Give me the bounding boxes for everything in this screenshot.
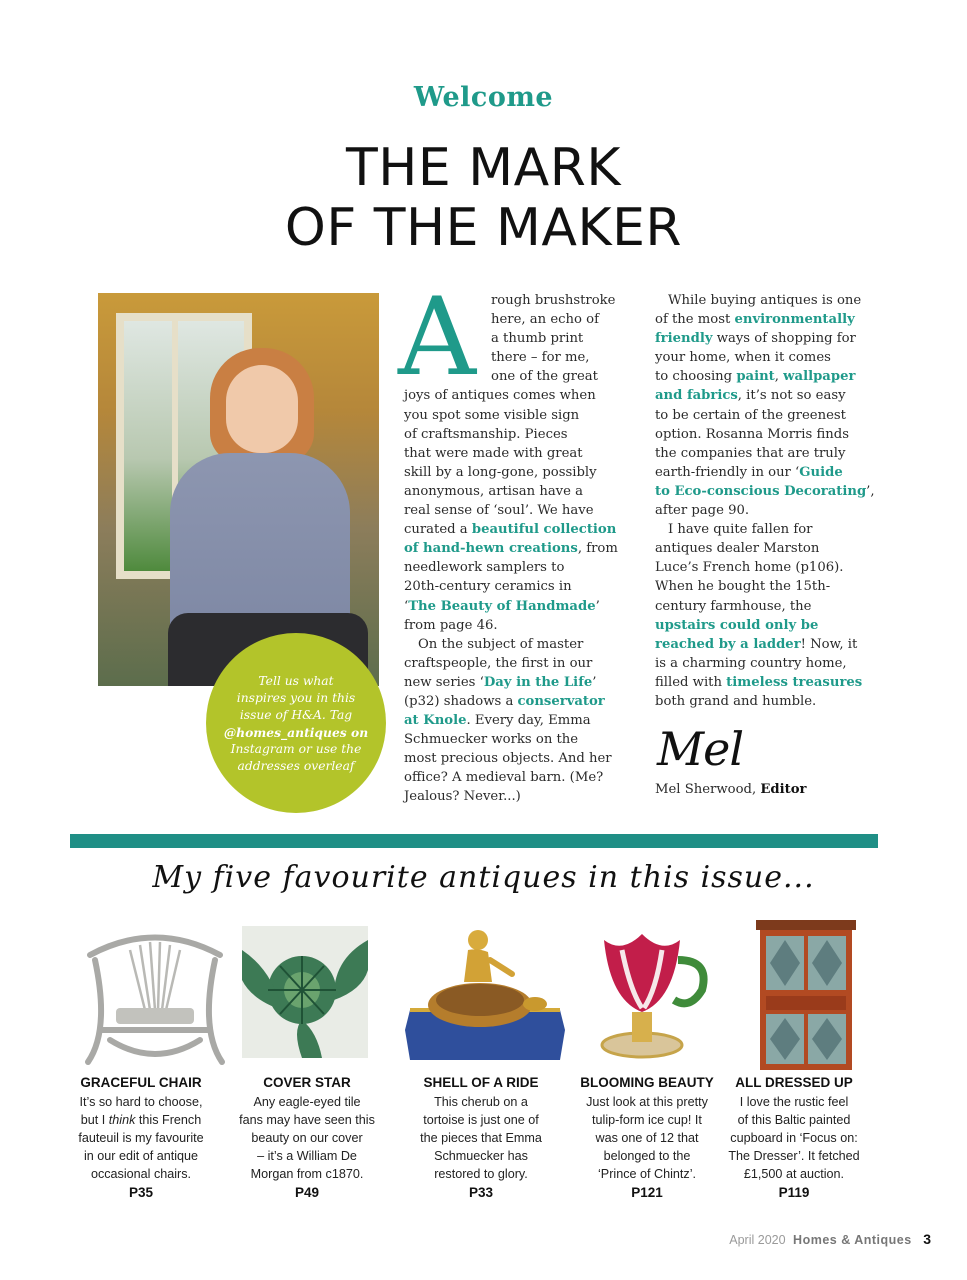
body-line [655,367,885,386]
item-image-chair [70,920,240,1074]
caption-text: The Dresser’. It fetched [728,1148,860,1163]
highlight-text: reached by a ladder [655,636,801,652]
caption-text: fans may have seen this [239,1112,375,1127]
caption-text: but I [80,1112,109,1127]
bubble-line: inspires you in this [236,691,356,705]
item-title: GRACEFUL CHAIR [80,1075,202,1090]
caption-text: restored to glory. [434,1166,528,1181]
caption-text: Any eagle-eyed tile [253,1095,361,1109]
body-line [655,291,885,310]
body-line [655,329,885,348]
body-text: , from [577,541,618,557]
emphasis-text: think [108,1112,136,1127]
bubble-handle: @homes_antiques on [223,725,369,740]
caption-line [56,1094,226,1112]
caption-line [562,1148,732,1166]
body-line [378,558,628,577]
social-callout-bubble [206,633,386,813]
headline-line: OF THE MAKER [284,198,683,258]
body-text: joys of antiques comes when [404,388,596,404]
caption-line [56,1148,226,1166]
caption-text: ‘Prince of Chintz’. [598,1166,696,1181]
body-line [655,310,885,329]
body-text: to be certain of the greenest [655,407,846,423]
caption-line [396,1112,566,1130]
body-text: 20th-century ceramics in [404,579,572,595]
item-image-cherub-tortoise [400,920,570,1074]
body-line [655,406,885,425]
body-text: to choosing [655,369,737,385]
caption-text: £1,500 at auction. [743,1166,845,1181]
body-line [378,386,628,405]
caption-line [222,1130,392,1148]
body-text: option. Rosanna Morris finds [655,426,849,442]
caption-text: This cherub on a [434,1095,528,1109]
caption-line [396,1130,566,1148]
editor-role: Editor [760,782,807,797]
highlight-text: friendly [655,331,713,347]
editor-signature: Mel [657,722,744,776]
body-text: here, an echo of [491,312,599,328]
caption-text: the pieces that Emma [420,1130,542,1145]
body-text: ’ [592,674,597,690]
caption-line [222,1166,392,1184]
body-line [378,425,628,444]
body-text: from page 46. [404,617,498,633]
body-text: real sense of ‘soul’. We have [404,503,594,519]
body-text: filled with [655,674,727,690]
body-text: of the most [655,312,735,328]
item-caption [56,1094,226,1201]
caption-text: this French [135,1112,202,1127]
body-line [655,635,885,654]
item-caption [222,1094,392,1201]
section-kicker: Welcome [413,82,554,113]
body-line [378,730,628,749]
caption-line [709,1166,879,1184]
caption-text: in our edit of antique [83,1148,199,1163]
body-text: When he bought the 15th- [655,579,831,595]
caption-text: Schmuecker has [434,1148,528,1163]
body-line [378,367,628,386]
body-text: the companies that are truly [655,445,846,461]
body-line [378,616,628,635]
caption-text: I love the rustic feel [739,1095,849,1109]
item-caption [709,1094,879,1201]
headline [0,138,967,258]
page-number: 3 [923,1231,931,1247]
body-line [378,501,628,520]
caption-text: cupboard in ‘Focus on: [730,1130,858,1145]
page-footer [729,1231,931,1247]
page-reference: P33 [468,1184,494,1200]
caption-line [222,1094,392,1112]
body-line [655,597,885,616]
caption-text: Just look at this pretty [586,1095,708,1109]
highlight-text: beautiful collection [471,522,617,538]
body-text: there – for me, [491,350,590,366]
body-text: office? A medieval barn. (Me? [404,770,604,786]
body-text: ’, [866,483,875,499]
caption-line [562,1166,732,1184]
headline-line: THE MARK [346,138,621,198]
drop-cap: A [398,275,476,400]
body-line [378,310,628,329]
caption-text: Morgan from c1870. [250,1166,364,1181]
highlight-text: and fabrics [655,388,738,404]
body-line [378,711,628,730]
caption-text: fauteuil is my favourite [78,1130,204,1145]
editor-name: Mel Sherwood, [655,782,757,797]
body-text: a thumb print [491,331,584,347]
favourites-heading: My five favourite antiques in this issue... [152,860,815,895]
body-line [378,749,628,768]
body-line [655,425,885,444]
caption-text: tortoise is just one of [423,1112,539,1127]
highlight-text: The Beauty of Handmade [408,598,596,614]
caption-line [396,1166,566,1184]
body-text: after page 90. [655,503,750,519]
body-text: both grand and humble. [655,693,817,709]
magazine-name: Homes & Antiques [793,1233,912,1247]
bubble-line: issue of H&A. Tag [239,708,353,722]
item-image-tulip-cup [570,920,740,1074]
body-line [655,558,885,577]
body-text: earth-friendly in our ‘ [655,464,800,480]
caption-line [56,1112,226,1130]
caption-line [222,1148,392,1166]
caption-line [396,1094,566,1112]
body-text: , [774,369,784,385]
highlight-text: Day in the Life [483,674,593,690]
caption-line [396,1148,566,1166]
body-line [655,616,885,635]
bubble-line: Tell us what [258,674,334,688]
caption-line [562,1094,732,1112]
body-line [378,673,628,692]
body-text: curated a [404,522,472,538]
body-text: ! Now, it [800,636,858,652]
caption-text: was one of 12 that [595,1130,699,1145]
caption-line [562,1112,732,1130]
bubble-line: Instagram or use the [230,742,362,756]
body-line [378,597,628,616]
body-line [655,501,885,520]
body-text: your home, when it comes [655,350,831,366]
caption-line [709,1112,879,1130]
section-divider-bar [70,834,878,848]
body-text: century farmhouse, the [655,598,812,614]
body-text: craftspeople, the first in our [404,655,593,671]
body-line [655,386,885,405]
editor-photo [98,293,379,686]
caption-text: occasional chairs. [90,1166,192,1181]
body-line [378,539,628,558]
item-caption [562,1094,732,1201]
caption-text: tulip-form ice cup! It [592,1112,702,1127]
editor-signoff [655,782,806,797]
caption-text: belonged to the [603,1148,691,1163]
body-text: On the subject of master [418,636,584,652]
highlight-text: timeless treasures [726,674,863,690]
issue-date: April 2020 [729,1233,786,1247]
highlight-text: upstairs could only be [655,617,819,633]
body-line [378,291,628,310]
body-line [378,577,628,596]
body-text: most precious objects. And her [404,751,612,767]
body-text: Schmuecker works on the [404,732,579,748]
page-reference: P121 [631,1184,663,1200]
caption-line [222,1112,392,1130]
body-line [378,329,628,348]
item-title: COVER STAR [263,1075,351,1090]
body-line [655,444,885,463]
body-text: I have quite fallen for [668,522,813,538]
item-caption [396,1094,566,1201]
item-title: SHELL OF A RIDE [423,1075,539,1090]
highlight-text: to Eco-conscious Decorating [655,483,867,499]
caption-text: It’s so hard to choose, [79,1095,203,1109]
caption-line [709,1130,879,1148]
caption-text: of this Baltic painted [737,1112,851,1127]
body-line [655,673,885,692]
body-text: of craftsmanship. Pieces [404,426,568,442]
body-text: Jealous? Never...) [404,789,521,805]
highlight-text: environmentally [734,312,855,328]
body-line [378,348,628,367]
body-text: ‘ [404,598,409,614]
page-reference: P119 [778,1184,810,1200]
body-line [655,577,885,596]
body-line [378,635,628,654]
body-line [378,520,628,539]
body-line [378,654,628,673]
body-line [655,654,885,673]
body-text: new series ‘ [404,674,484,690]
body-line [378,444,628,463]
body-column-1 [378,275,628,807]
caption-text: beauty on our cover [251,1130,363,1145]
body-text: . Every day, Emma [466,713,591,729]
caption-line [56,1166,226,1184]
body-line [378,787,628,806]
body-text: , it’s not so easy [737,388,846,404]
body-text: ’ [595,598,600,614]
body-text: skill by a long-gone, possibly [404,464,597,480]
item-image-cupboard [740,920,910,1074]
body-line [655,520,885,539]
body-text: Luce’s French home (p106). [655,560,844,576]
caption-text: – it’s a William De [257,1148,357,1163]
body-text: ways of shopping for [712,331,856,347]
caption-line [562,1130,732,1148]
caption-line [56,1130,226,1148]
caption-line [709,1148,879,1166]
body-line [378,482,628,501]
highlight-text: at Knole [404,713,467,729]
body-text: antiques dealer Marston [655,541,820,557]
page-reference: P49 [294,1184,320,1200]
body-line [655,482,885,501]
body-line [378,692,628,711]
photo-face [226,365,298,453]
body-text: (p32) shadows a [404,693,518,709]
body-line [378,463,628,482]
highlight-text: conservator [517,693,605,709]
highlight-text: of hand-hewn creations [404,541,578,557]
body-text: one of the great [491,369,598,385]
item-title: BLOOMING BEAUTY [580,1075,714,1090]
body-line [378,768,628,787]
item-title: ALL DRESSED UP [735,1075,853,1090]
body-text: that were made with great [404,445,583,461]
body-text: needlework samplers to [404,560,565,576]
item-image-tile [240,920,410,1064]
body-line [655,463,885,482]
body-text: While buying antiques is one [668,293,862,308]
body-column-2 [655,291,885,711]
bubble-line: addresses overleaf [237,759,355,773]
body-line [655,348,885,367]
page-reference: P35 [128,1184,154,1200]
body-line [378,406,628,425]
body-text: is a charming country home, [655,655,847,671]
highlight-text: Guide [799,464,843,480]
highlight-text: wallpaper [783,369,856,385]
body-text: rough brushstroke [491,293,616,308]
caption-line [709,1094,879,1112]
body-line [655,539,885,558]
body-text: anonymous, artisan have a [404,483,583,499]
body-text: you spot some visible sign [404,407,580,423]
highlight-text: paint [736,369,775,385]
body-line [655,692,885,711]
